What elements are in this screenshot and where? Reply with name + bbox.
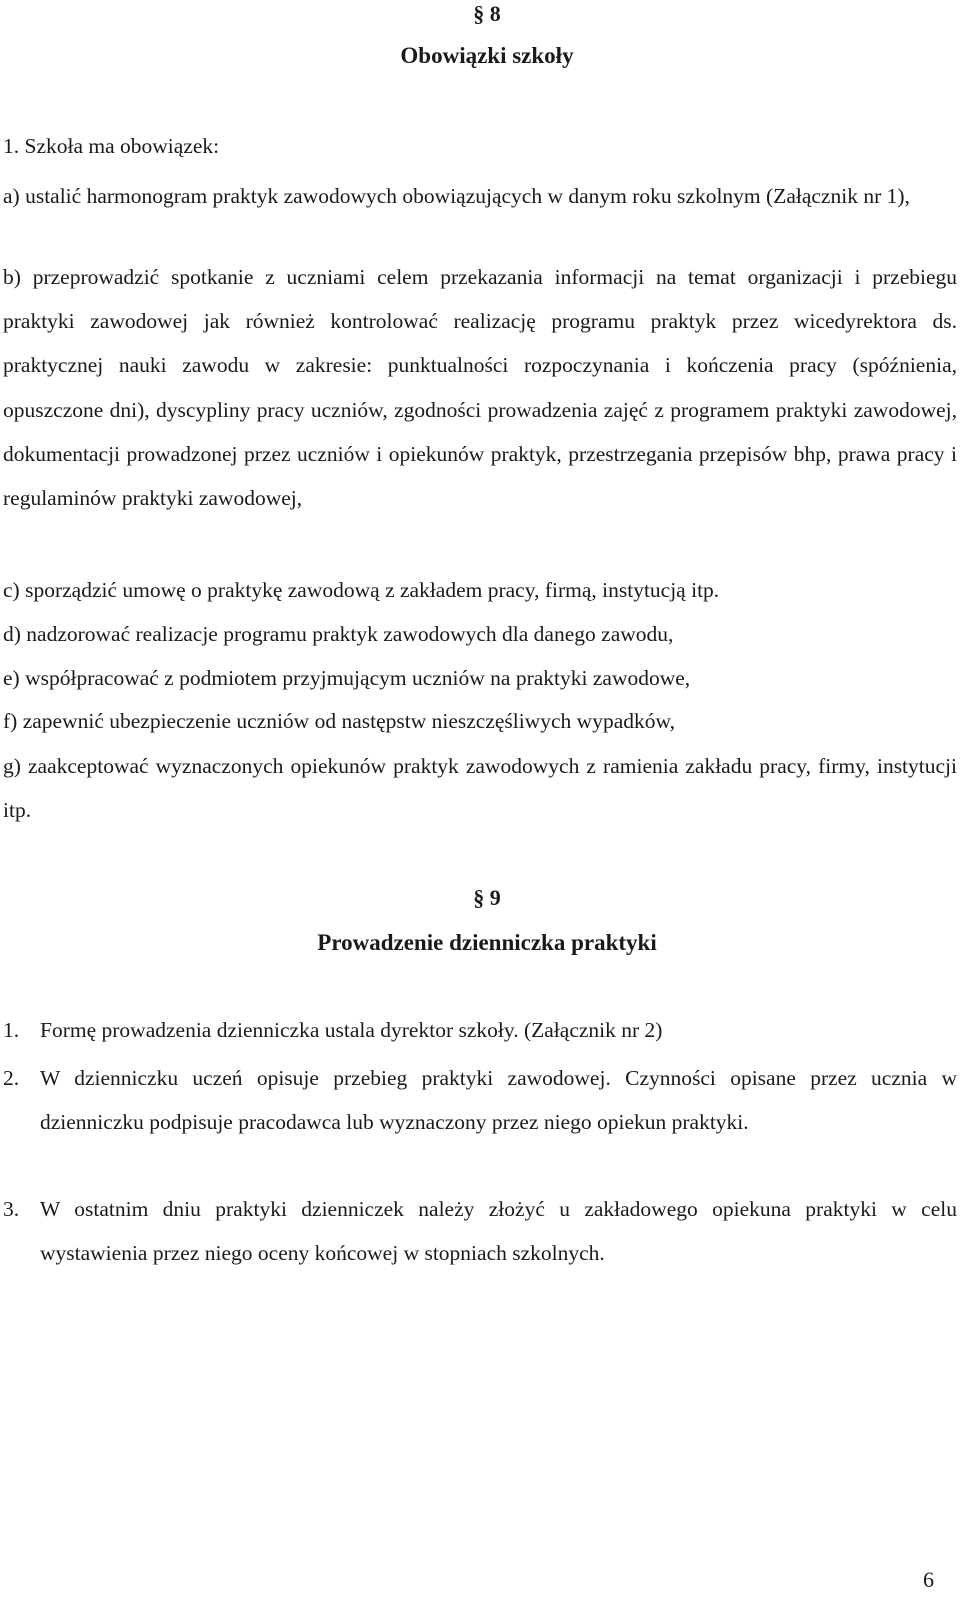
section-8-item-f: f) zapewnić ubezpieczenie uczniów od następstw nieszczęśliwych wypadków, xyxy=(3,709,676,733)
section-8-intro: 1. Szkoła ma obowiązek: xyxy=(3,134,220,158)
section-9-number: § 9 xyxy=(473,885,501,910)
item-text: W dzienniczku uczeń opisuje przebieg praktyki zawodowej. Czynności opisane przez ucznia w dzienniczku podpisuje pracodawca lub wyznaczony przez niego opiekun praktyki. xyxy=(40,1066,957,1134)
item-number: 1. xyxy=(3,1018,20,1042)
section-8-item-d: d) nadzorować realizacje programu praktyk zawodowych dla danego zawodu, xyxy=(3,622,674,646)
section-8-item-e: e) współpracować z podmiotem przyjmującym uczniów na praktyki zawodowe, xyxy=(3,666,691,690)
section-8-number: § 8 xyxy=(473,1,501,26)
section-9-item-1 xyxy=(3,1015,957,1045)
section-8-item-b: b) przeprowadzić spotkanie z uczniami celem przekazania informacji na temat organizacji i przebiegu praktyki zawodowej jak również kontrolować realizację programu praktyk przez wicedyrektora ds. praktycznej nauki zawodu w zakresie: punktualności rozpoczynania i kończenia pracy (spóźnienia, opuszczone dni), dyscypliny pracy uczniów, zgodności prowadzenia zajęć z programem praktyki zawodowej, dokumentacji prowadzonej przez uczniów i opiekunów praktyk, przestrzegania przepisów bhp, prawa pracy i regulaminów praktyki zawodowej, xyxy=(3,265,957,511)
item-text: W ostatnim dniu praktyki dzienniczek należy złożyć u zakładowego opiekuna praktyki w celu wystawienia przez niego oceny końcowej w stopniach szkolnych. xyxy=(40,1197,957,1265)
item-number: 3. xyxy=(3,1197,20,1221)
item-number: 2. xyxy=(3,1066,20,1090)
item-text: Formę prowadzenia dzienniczka ustala dyrektor szkoły. (Załącznik nr 2) xyxy=(40,1018,663,1042)
section-8-title: Obowiązki szkoły xyxy=(400,43,574,68)
section-8-item-g: g) zaakceptować wyznaczonych opiekunów praktyk zawodowych z ramienia zakładu pracy, firmy, instytucji itp. xyxy=(3,754,957,822)
section-9-item-3 xyxy=(3,1187,957,1275)
section-8-item-a: a) ustalić harmonogram praktyk zawodowych obowiązujących w danym roku szkolnym (Załącznik nr 1), xyxy=(3,184,910,208)
page-number: 6 xyxy=(923,1567,934,1592)
section-8-item-c: c) sporządzić umowę o praktykę zawodową z zakładem pracy, firmą, instytucją itp. xyxy=(3,578,720,602)
section-9-item-2 xyxy=(3,1056,957,1144)
section-9-title: Prowadzenie dzienniczka praktyki xyxy=(317,930,657,955)
